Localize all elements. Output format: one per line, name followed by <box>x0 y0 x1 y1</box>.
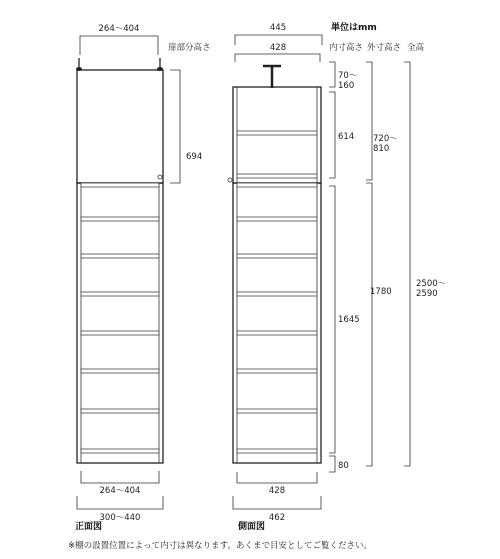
front-lower-cabinet <box>77 183 163 463</box>
side-upper-shelf <box>237 131 317 135</box>
total-height-dimension <box>404 62 449 466</box>
side-shelf-board <box>237 292 317 296</box>
upper-inner-height-label: 614 <box>338 132 355 142</box>
front-view <box>75 24 202 532</box>
side-view-caption: 側面図 <box>238 522 266 532</box>
total-height-label <box>416 279 449 299</box>
header-door-height: 扉部分高さ <box>168 43 211 53</box>
side-top-inner-depth-dimension <box>235 43 320 62</box>
front-shelf-board <box>81 217 159 221</box>
front-shelf-board <box>81 331 159 335</box>
footnote: ※棚の設置位置によって内寸は異なります。あくまで目安としてご覧ください。 <box>68 541 372 551</box>
side-shelf-board <box>237 331 317 335</box>
front-shelf-board <box>81 409 159 413</box>
side-bottom-outer-depth-label: 462 <box>268 513 286 523</box>
lower-outer-height-label: 1780 <box>370 287 392 297</box>
front-shelf-board <box>81 292 159 296</box>
side-top-outer-depth-dimension <box>235 23 322 45</box>
total-height-line1: 2500～ <box>416 279 447 289</box>
side-door-knob-icon <box>228 178 232 182</box>
side-bottom-inner-depth-dimension <box>237 472 317 496</box>
upper-top-gap-line1: 70～ <box>338 71 358 81</box>
front-shelf-board <box>81 369 159 373</box>
side-top-outer-depth-label: 445 <box>269 23 287 33</box>
upper-outer-height-label <box>373 134 400 154</box>
tension-bracket-icon <box>263 66 281 88</box>
front-top-width-dimension <box>80 24 158 55</box>
base-height-label: 80 <box>338 461 349 471</box>
front-shelf-board <box>81 254 159 258</box>
total-height-line2: 2590 <box>416 289 438 299</box>
inner-height-dimensions <box>329 62 360 472</box>
door-height-label: 694 <box>186 152 203 162</box>
side-top-inner-depth-label: 428 <box>269 43 287 53</box>
side-shelf-board <box>237 254 317 258</box>
side-bottom-inner-depth-label: 428 <box>268 486 286 496</box>
side-view <box>228 23 322 532</box>
front-bottom-outer-width-dimension <box>77 496 163 523</box>
unit-label: 単位はmm <box>331 23 377 33</box>
upper-outer-height-line2: 810 <box>373 144 390 154</box>
side-shelf-board <box>237 183 317 187</box>
front-view-caption: 正面図 <box>75 522 103 532</box>
header-inner-height: 内寸高さ <box>329 43 364 53</box>
side-shelf-board <box>237 449 317 453</box>
upper-outer-height-line1: 720～ <box>373 134 398 144</box>
top-tension-bolt-right-icon <box>157 58 163 71</box>
upper-top-gap-line2: 160 <box>338 81 355 91</box>
side-shelf-board <box>237 409 317 413</box>
front-top-width-label: 264～404 <box>98 24 140 34</box>
header-outer-height: 外寸高さ <box>367 43 402 53</box>
door-knob-icon <box>158 175 162 179</box>
lower-inner-height-label: 1645 <box>338 315 360 325</box>
front-shelves <box>81 183 159 453</box>
front-shelf-board <box>81 183 159 187</box>
header-total-height: 全高 <box>407 43 425 53</box>
side-upper-bottom-board <box>237 174 317 178</box>
side-shelf-board <box>237 217 317 221</box>
side-bottom-outer-depth-dimension <box>233 496 321 523</box>
outer-height-dimensions <box>366 62 400 466</box>
front-bottom-inner-width-label: 264～404 <box>99 486 141 496</box>
front-bottom-inner-width-dimension <box>81 471 159 496</box>
side-shelves <box>237 183 317 453</box>
front-shelf-board <box>81 449 159 453</box>
door-height-dimension <box>170 70 202 183</box>
front-bottom-outer-width-label: 300～440 <box>99 513 141 523</box>
top-tension-bolt-left-icon <box>76 58 82 71</box>
upper-top-gap-label <box>338 71 360 91</box>
side-lower-cabinet <box>233 183 321 463</box>
front-door-panel <box>77 70 163 183</box>
side-shelf-board <box>237 369 317 373</box>
